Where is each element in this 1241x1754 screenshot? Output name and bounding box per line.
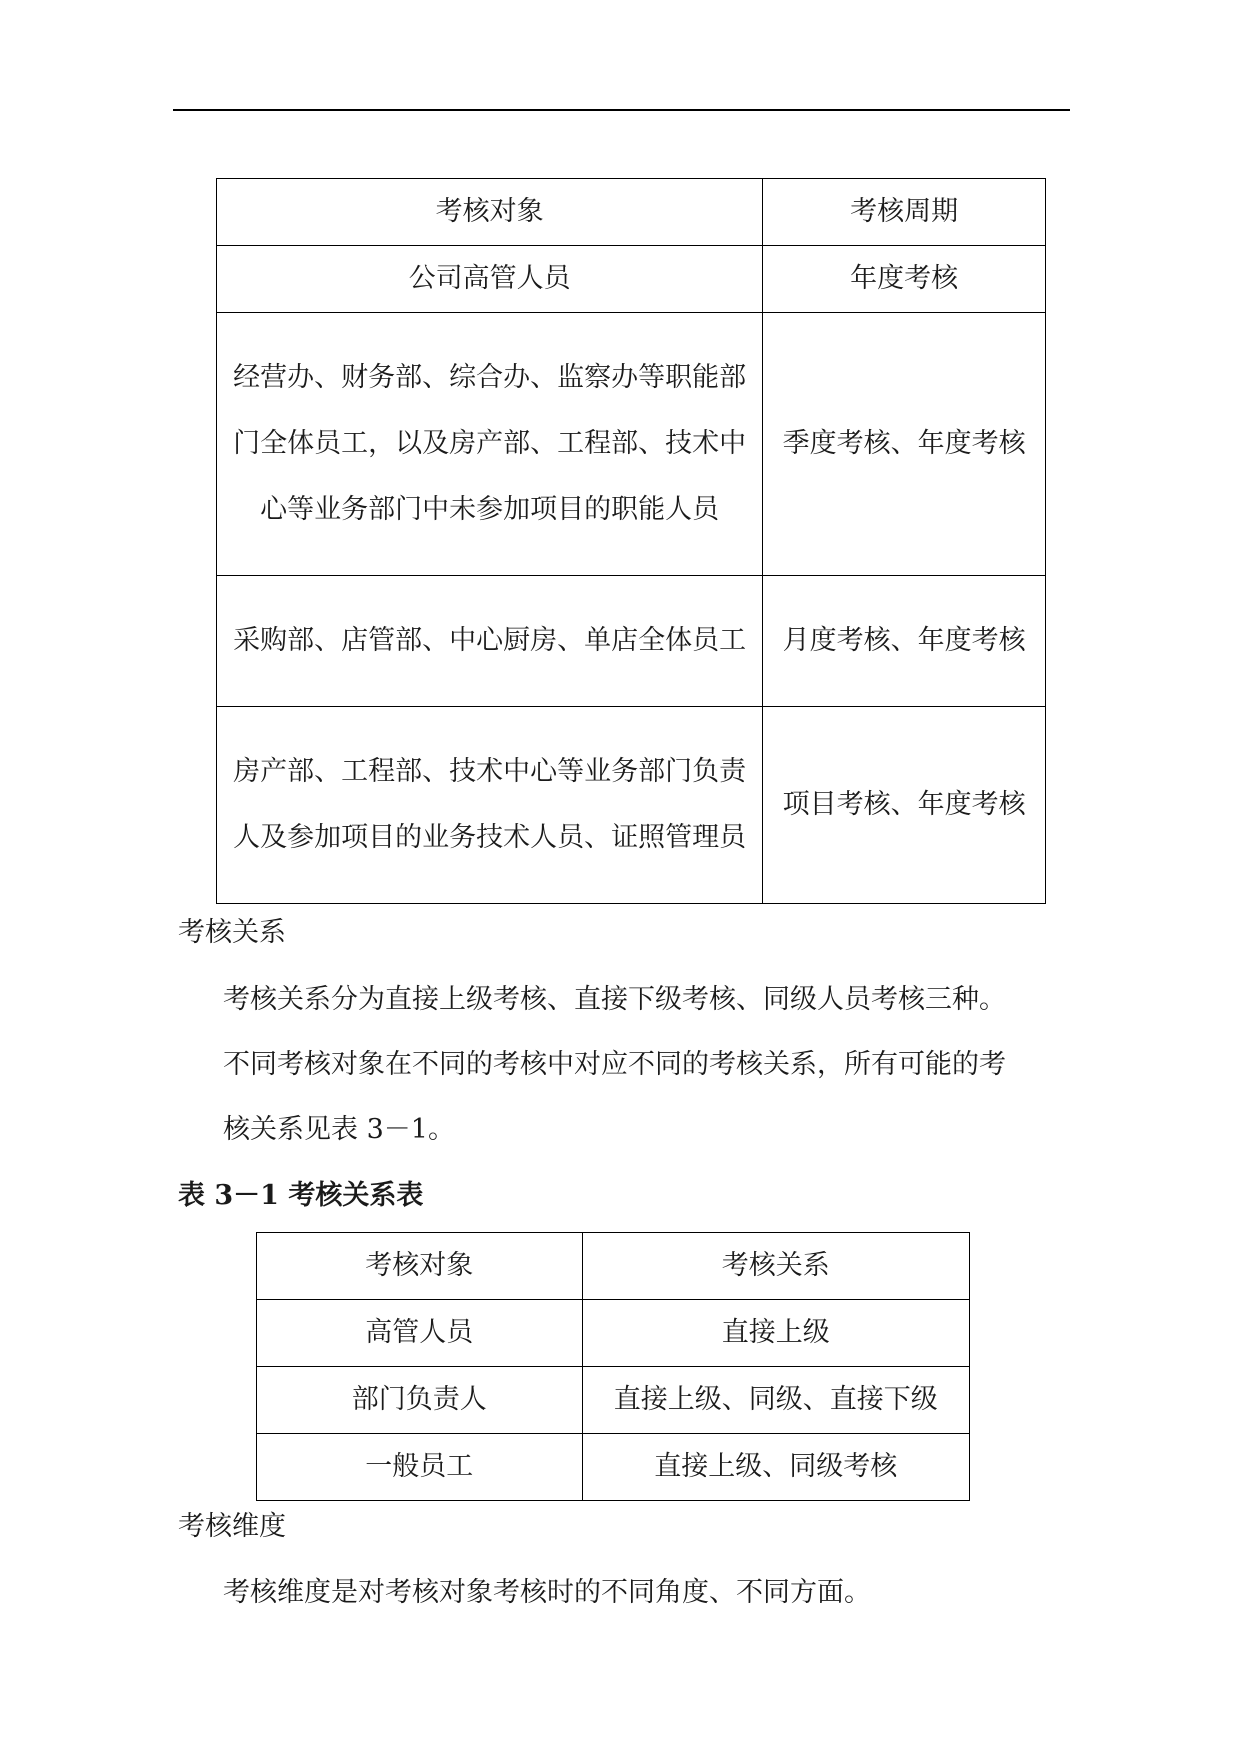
cell-target: 部门负责人: [257, 1367, 583, 1434]
relation-heading: 考核关系: [178, 917, 286, 948]
cell-period: 月度考核、年度考核: [763, 576, 1046, 707]
relation-paragraph-line: 不同考核对象在不同的考核中对应不同的考核关系，所有可能的考: [223, 1049, 1006, 1080]
header-cell-target: 考核对象: [257, 1233, 583, 1300]
assessment-period-table: [216, 178, 1046, 904]
table-row: [217, 707, 1046, 904]
header-rule: [173, 109, 1070, 111]
cell-relation: 直接上级、同级考核: [582, 1434, 969, 1501]
cell-target: 一般员工: [257, 1434, 583, 1501]
cell-period: 季度考核、年度考核: [763, 313, 1046, 576]
table-row: [217, 313, 1046, 576]
table-row: [257, 1434, 970, 1501]
header-cell-period: 考核周期: [763, 179, 1046, 246]
cell-target: 房产部、工程部、技术中心等业务部门负责人及参加项目的业务技术人员、证照管理员: [217, 707, 763, 904]
dimension-heading: 考核维度: [178, 1511, 286, 1542]
cell-period: 项目考核、年度考核: [763, 707, 1046, 904]
table-row: [217, 246, 1046, 313]
table-row: [257, 1367, 970, 1434]
relation-table-caption: 表 3－1 考核关系表: [178, 1180, 424, 1211]
cell-target: 公司高管人员: [217, 246, 763, 313]
header-cell-target: 考核对象: [217, 179, 763, 246]
header-cell-relation: 考核关系: [582, 1233, 969, 1300]
cell-period: 年度考核: [763, 246, 1046, 313]
cell-target: 高管人员: [257, 1300, 583, 1367]
table-header-row: [257, 1233, 970, 1300]
cell-target: 采购部、店管部、中心厨房、单店全体员工: [217, 576, 763, 707]
table-row: [257, 1300, 970, 1367]
table-header-row: [217, 179, 1046, 246]
relation-paragraph-line: 核关系见表 3－1。: [223, 1114, 455, 1145]
cell-relation: 直接上级、同级、直接下级: [582, 1367, 969, 1434]
cell-relation: 直接上级: [582, 1300, 969, 1367]
relation-paragraph-line: 考核关系分为直接上级考核、直接下级考核、同级人员考核三种。: [223, 984, 1006, 1015]
assessment-relation-table: [256, 1232, 970, 1501]
dimension-paragraph: 考核维度是对考核对象考核时的不同角度、不同方面。: [223, 1577, 871, 1608]
cell-target: 经营办、财务部、综合办、监察办等职能部门全体员工，以及房产部、工程部、技术中心等业务部门中未参加项目的职能人员: [217, 313, 763, 576]
table-row: [217, 576, 1046, 707]
